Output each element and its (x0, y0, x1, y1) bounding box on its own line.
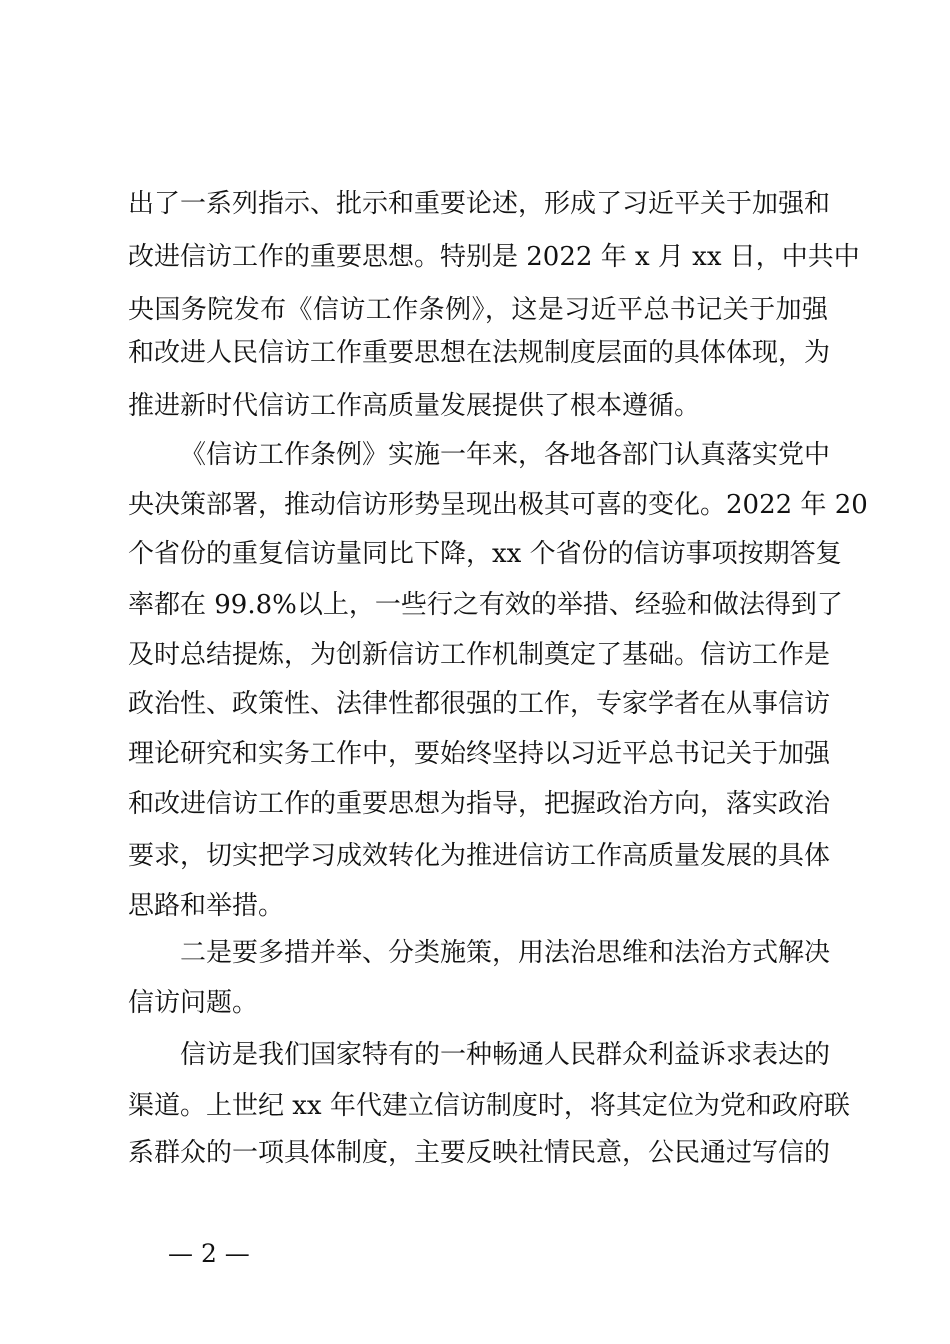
text-line: 思路和举措。 (128, 891, 285, 921)
text-line: 推进新时代信访工作高质量发展提供了根本遵循。 (128, 391, 701, 421)
paragraph-first-line: 信访是我们国家特有的一种畅通人民群众利益诉求表达的 (180, 1040, 831, 1070)
text-line: 要求，切实把学习成效转化为推进信访工作高质量发展的具体 (128, 841, 831, 871)
text-line: 和改进人民信访工作重要思想在法规制度层面的具体体现，为 (128, 338, 831, 368)
page-number: — 2 — (168, 1239, 250, 1268)
text-line: 改进信访工作的重要思想。特别是 2022 年 x 月 xx 日，中共中 (128, 242, 860, 272)
text-line: 渠道。上世纪 xx 年代建立信访制度时，将其定位为党和政府联 (128, 1091, 850, 1121)
text-line: 央国务院发布《信访工作条例》，这是习近平总书记关于加强 (128, 295, 828, 325)
text-line: 政治性、政策性、法律性都很强的工作，专家学者在从事信访 (128, 689, 831, 719)
text-line: 理论研究和实务工作中，要始终坚持以习近平总书记关于加强 (128, 739, 831, 769)
text-line: 出了一系列指示、批示和重要论述，形成了习近平关于加强和 (128, 189, 831, 219)
text-line: 率都在 99.8%以上，一些行之有效的举措、经验和做法得到了 (128, 590, 843, 620)
paragraph-first-line: 《信访工作条例》实施一年来，各地各部门认真落实党中 (180, 440, 831, 470)
text-line: 系群众的一项具体制度，主要反映社情民意，公民通过写信的 (128, 1138, 831, 1168)
text-line: 和改进信访工作的重要思想为指导，把握政治方向，落实政治 (128, 789, 831, 819)
section-heading-line: 信访问题。 (128, 988, 259, 1018)
text-line: 及时总结提炼，为创新信访工作机制奠定了基础。信访工作是 (128, 640, 831, 670)
section-heading-line: 二是要多措并举、分类施策，用法治思维和法治方式解决 (180, 938, 831, 968)
text-line: 央决策部署，推动信访形势呈现出极其可喜的变化。2022 年 20 (128, 490, 868, 520)
text-line: 个省份的重复信访量同比下降，xx 个省份的信访事项按期答复 (128, 539, 842, 569)
